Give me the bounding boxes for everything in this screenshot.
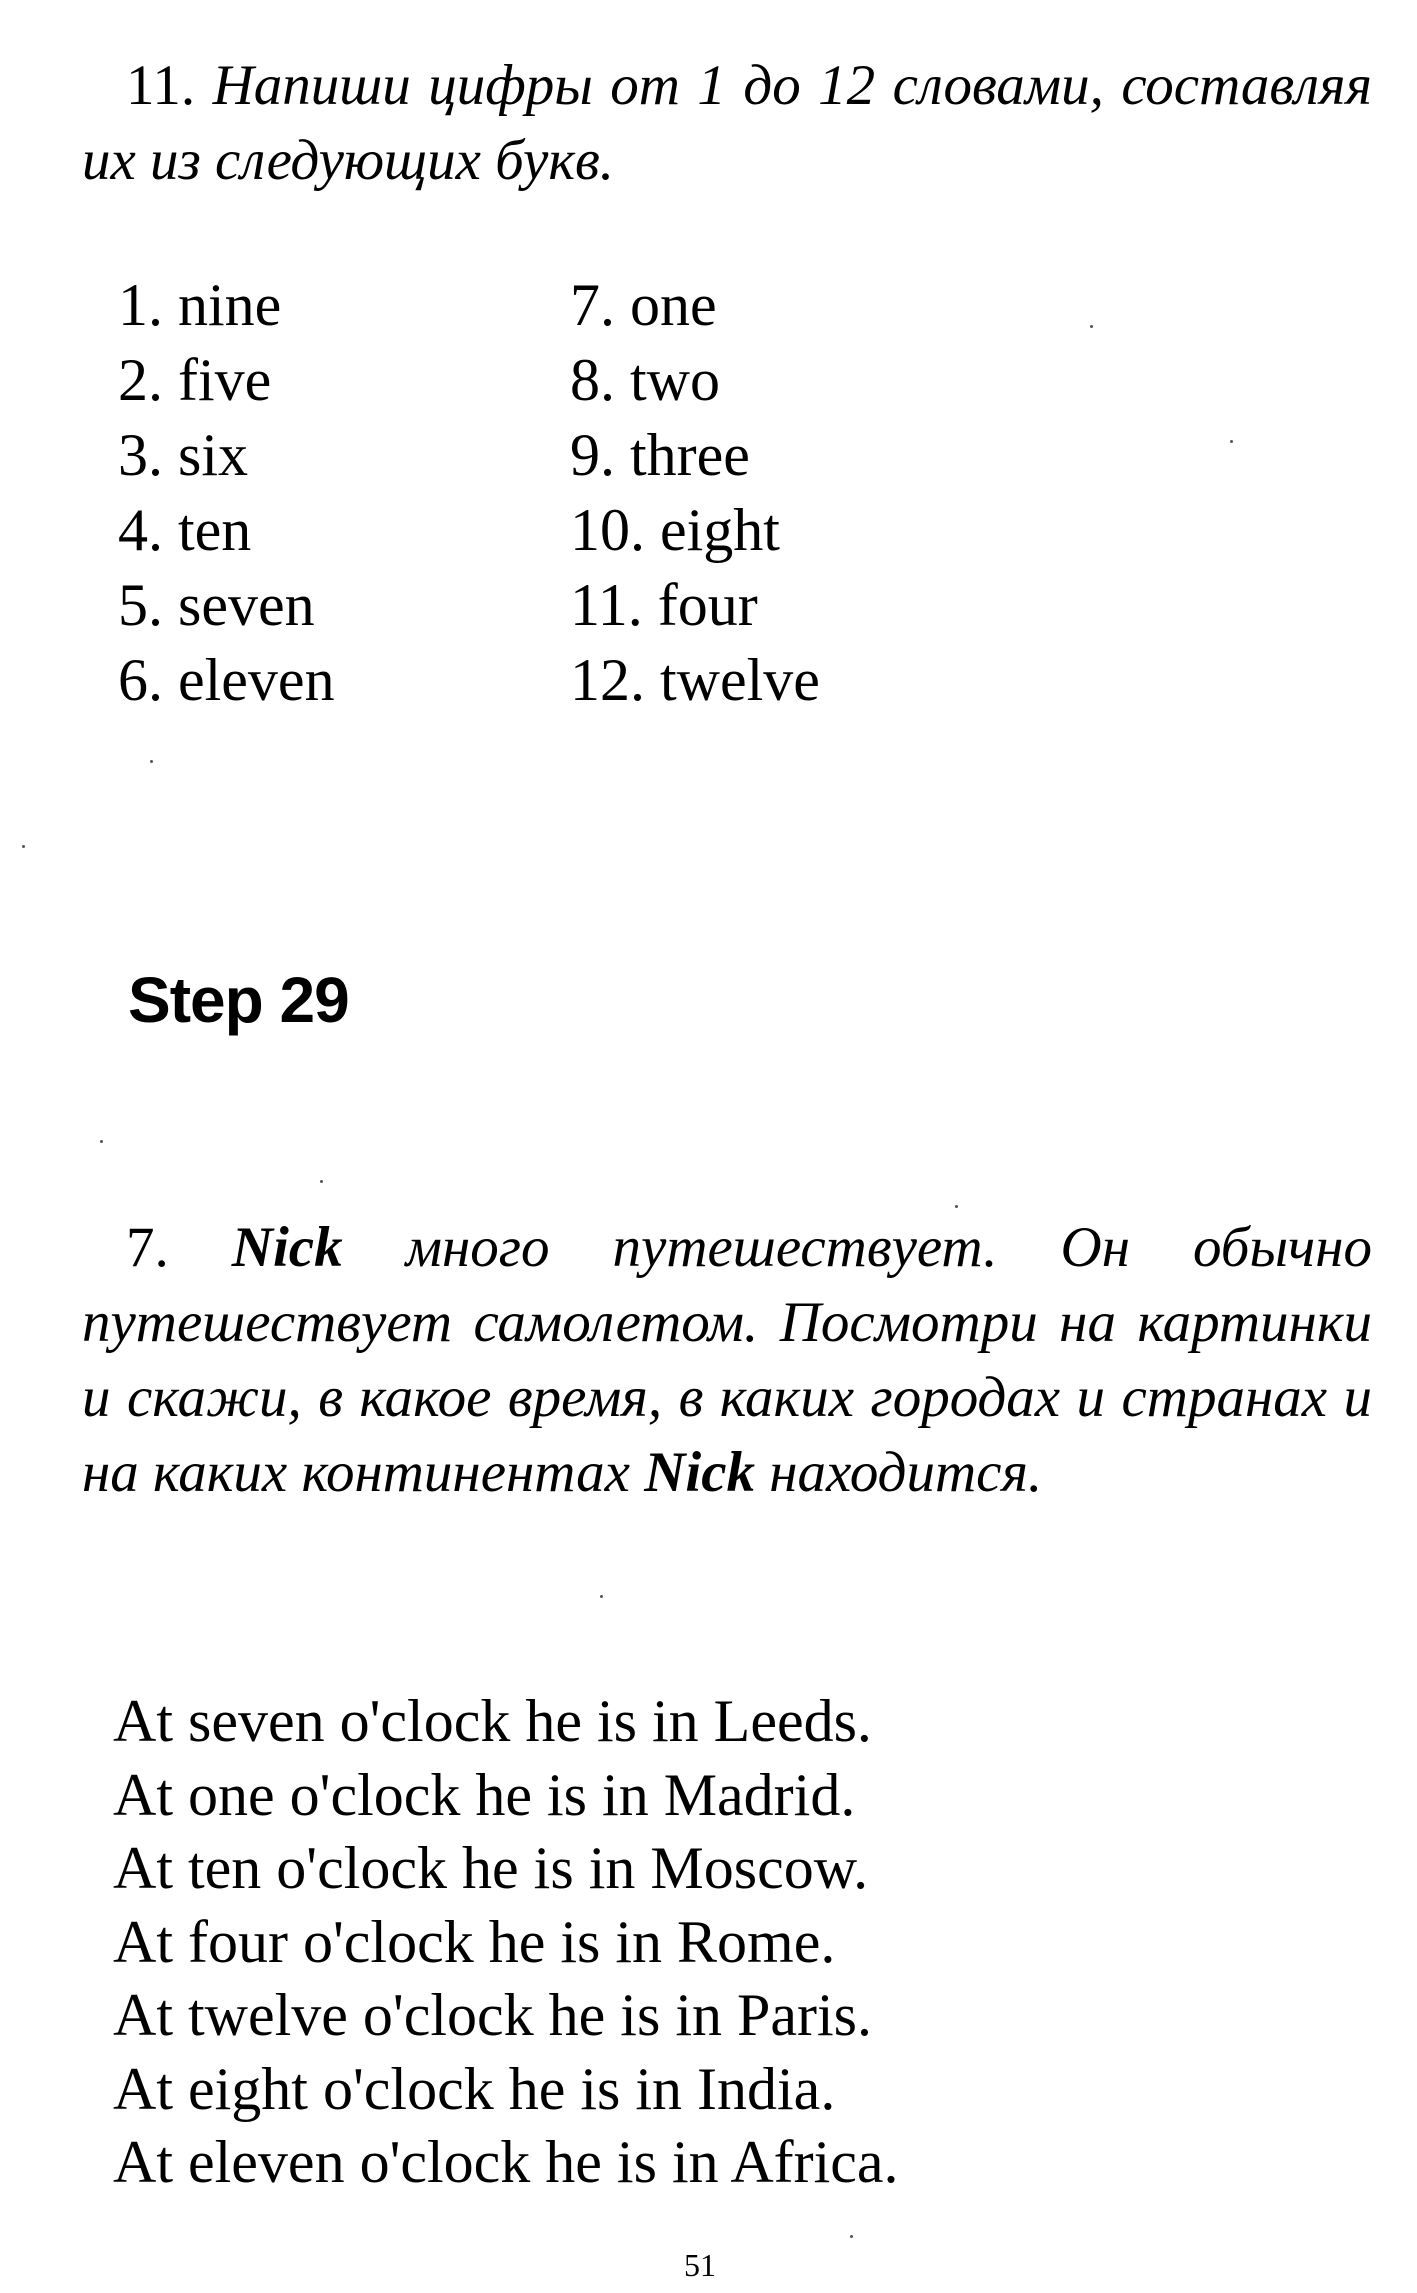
sentence: At four o'clock he is in Rome. [113,1908,836,1975]
scan-speck [150,760,153,763]
number-item: 9. three [570,422,750,488]
task-11-text: Напиши цифры от 1 до 12 словами, составляя их из следующих букв. [82,54,1373,192]
task-7-number: 7. [126,1216,169,1279]
task-11-instruction [82,48,1372,198]
scan-speck [955,1205,958,1208]
scan-speck [1230,440,1233,443]
task-7-name-second: Nick [644,1441,755,1504]
number-item: 2. five [118,347,272,413]
number-item: 12. twelve [570,647,820,713]
scan-speck [22,845,25,848]
sentence: At twelve o'clock he is in Paris. [113,1982,872,2048]
task-7-text-part1: много путешествует. Он обычно путешествует самолетом. Посмотри на картинки и скажи, в какое время, в каких городах и странах и на каких континентах [82,1216,1373,1504]
number-item: 8. two [570,347,720,413]
number-item: 6. eleven [118,647,335,713]
task-7-text-part2: находится. [769,1441,1043,1504]
scan-speck [1090,325,1093,328]
sentence: At eleven o'clock he is in Africa. [113,2129,899,2195]
task-7-instruction [82,1210,1372,1510]
number-item: 11. four [570,572,758,638]
number-item: 10. eight [570,497,780,563]
scan-speck [600,1595,603,1598]
page-number: 51 [684,2247,716,2283]
numbers-list-right [570,268,820,718]
task-11-number: 11. [126,54,196,117]
number-item: 5. seven [118,572,315,638]
scan-speck [850,2235,853,2238]
number-item: 7. one [570,272,717,338]
numbers-list-left [118,268,335,718]
scan-speck [320,1180,323,1183]
scan-speck [100,1140,103,1143]
number-item: 4. ten [118,497,252,563]
sentence: At eight o'clock he is in India. [113,2055,836,2122]
number-item: 3. six [118,422,249,488]
task-7-name: Nick [231,1216,343,1279]
sentence: At one o'clock he is in Madrid. [113,1761,856,1828]
sentence: At ten o'clock he is in Moscow. [113,1835,869,1901]
sentences-list [113,1685,899,2200]
sentence: At seven o'clock he is in Leeds. [113,1688,872,1754]
number-item: 1. nine [118,272,282,338]
step-heading: Step 29 [128,964,349,1036]
